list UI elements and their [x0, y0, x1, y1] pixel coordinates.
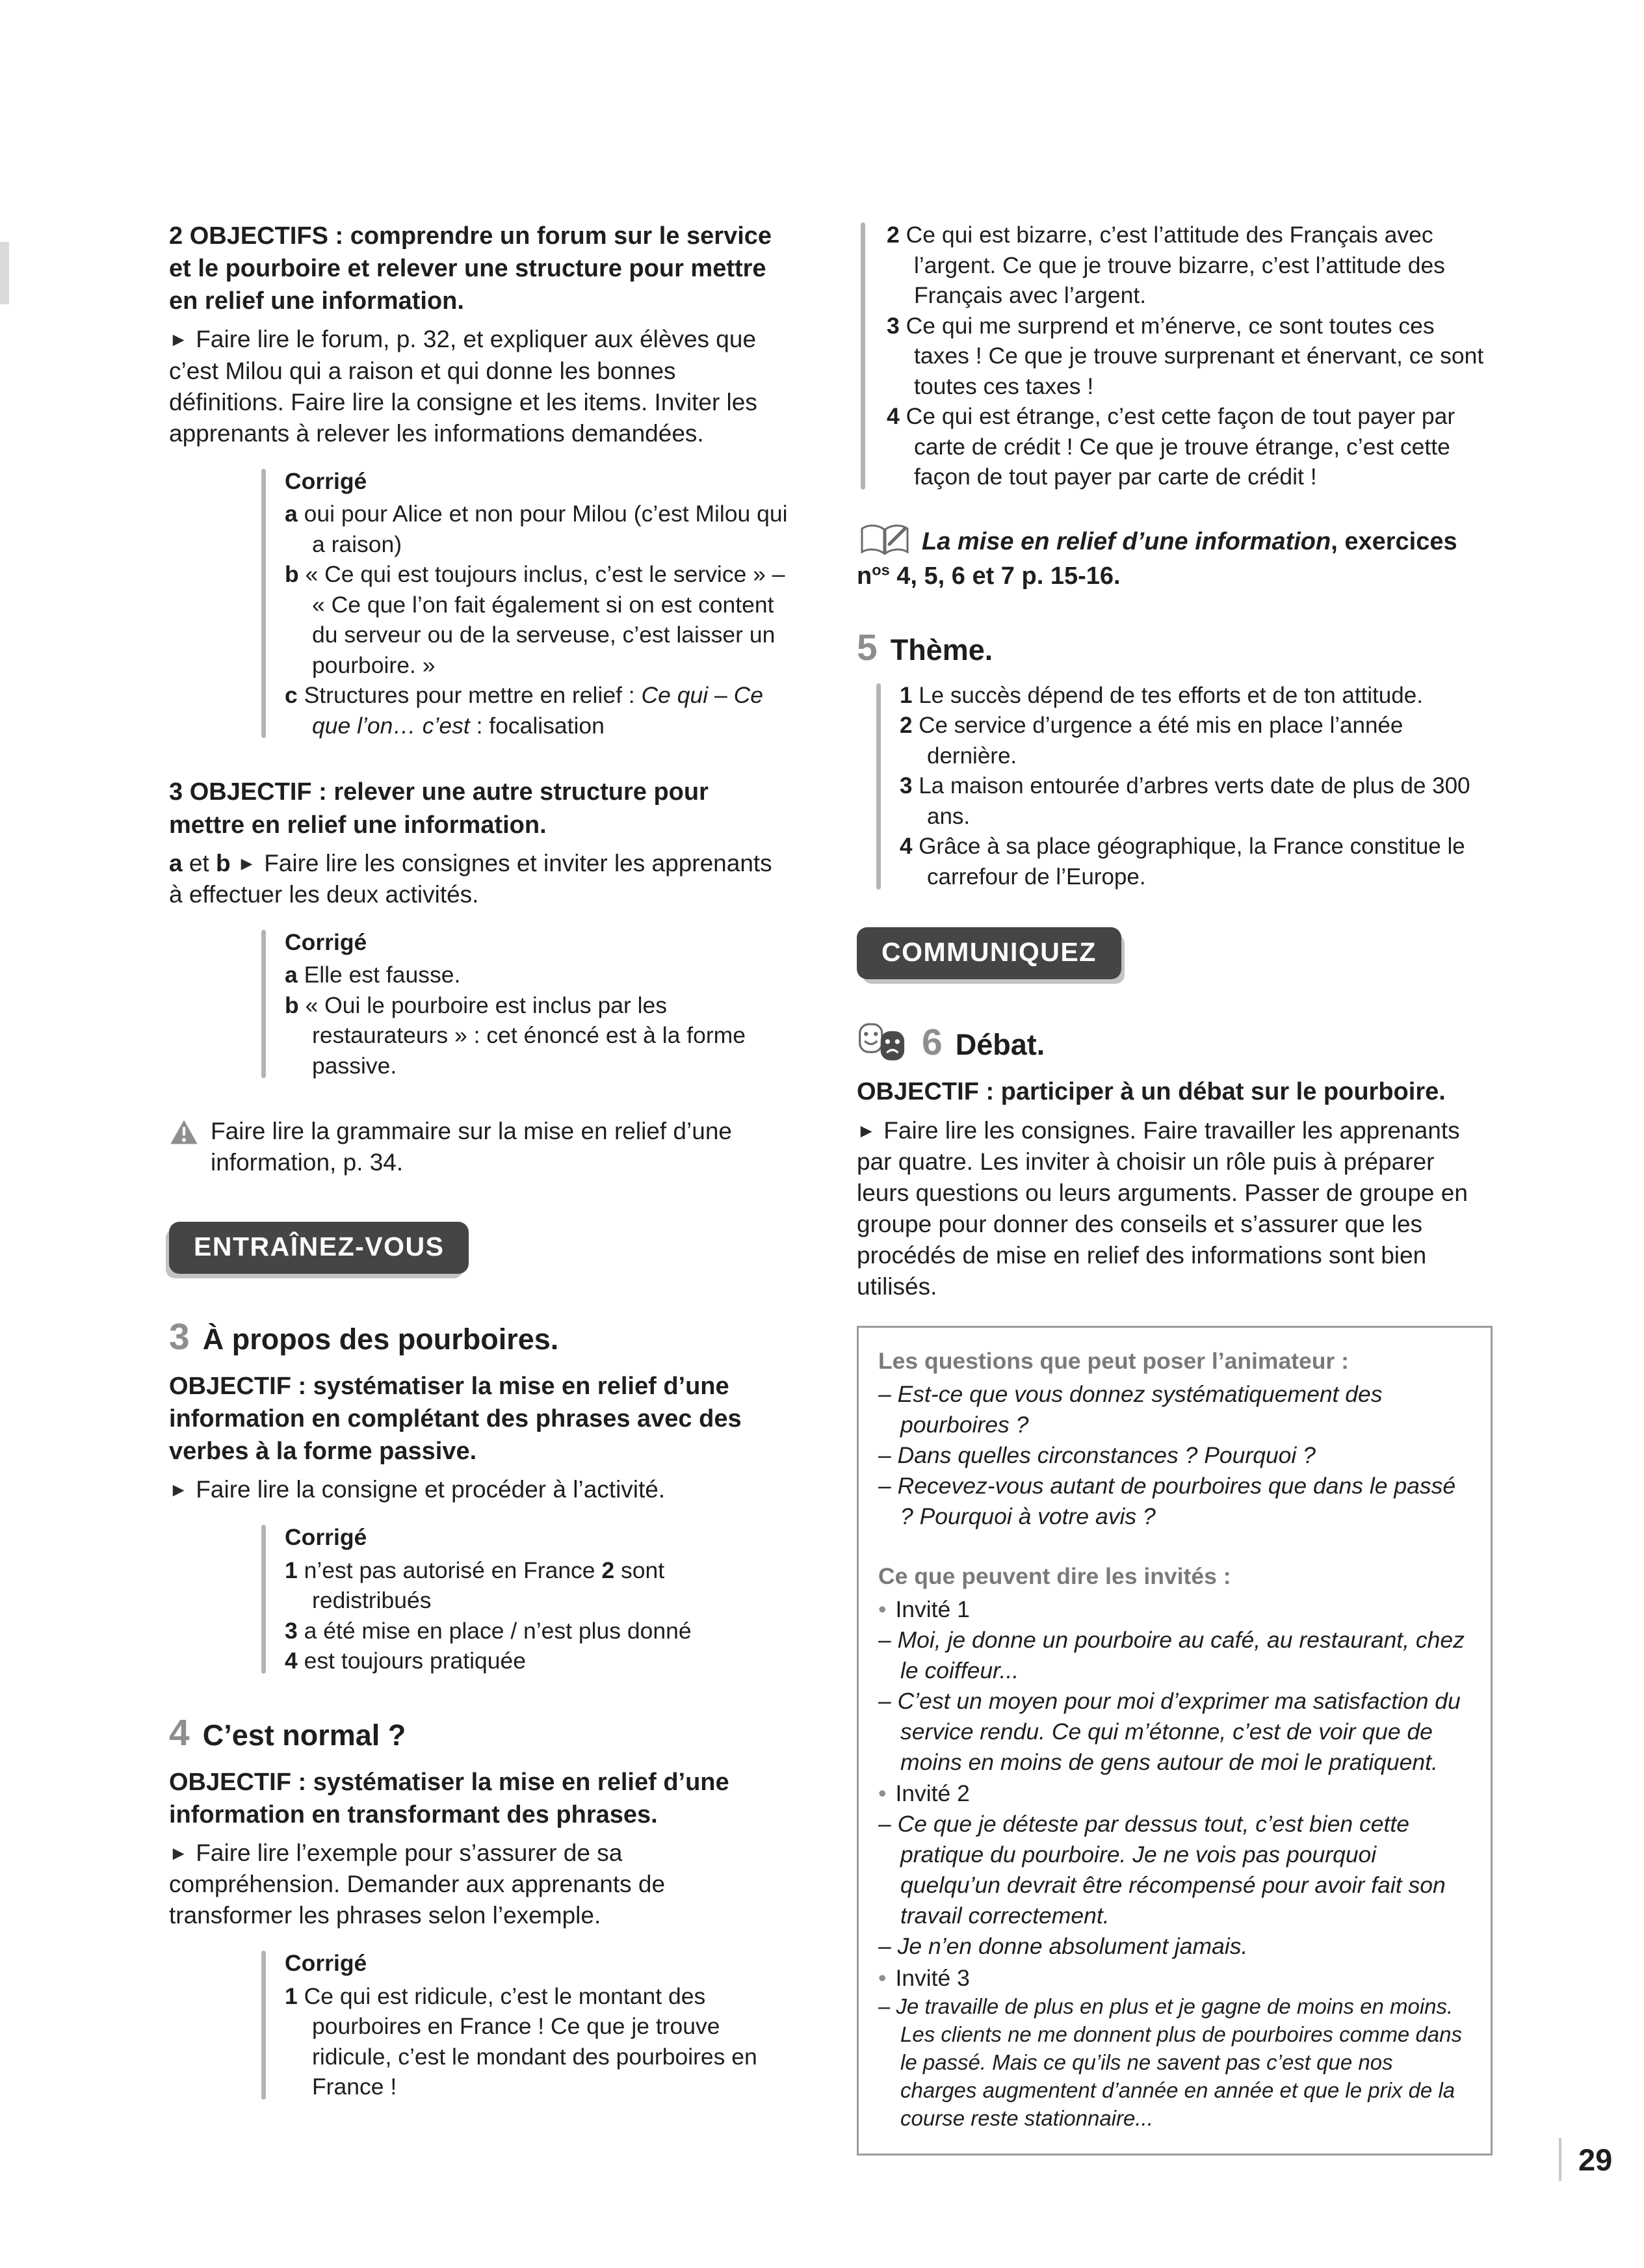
theme-item-1: 1 Le succès dépend de tes efforts et de ton attitude. — [900, 682, 1423, 708]
right-column — [857, 220, 1493, 2156]
corrige-item-b: b « Oui le pourboire est inclus par les restaurateurs » : cet énoncé est à la forme passive. — [285, 992, 746, 1079]
page-number-rule — [1559, 2138, 1561, 2181]
box-heading-animator: Les questions que peut poser l’animateur : — [878, 1348, 1349, 1375]
section2-instructions — [169, 324, 788, 449]
activity3-instructions-text: Faire lire la consigne et procéder à l’activité. — [196, 1476, 666, 1503]
corrige-bar — [261, 1525, 266, 1674]
arrow-icon: ► — [237, 852, 257, 875]
guest-3-label — [878, 1963, 1471, 1994]
activity3-objective: OBJECTIF : systématiser la mise en relief d’une information en complétant des phrases avec des verbes à la forme passive. — [169, 1372, 742, 1465]
section2-heading: 2 OBJECTIFS : comprendre un forum sur le service et le pourboire et relever une structure pour mettre en relief une information. — [169, 222, 772, 315]
corrige-bar — [261, 1951, 266, 2100]
entrainez-vous-badge: ENTRAÎNEZ-VOUS — [169, 1222, 469, 1274]
page-number-block — [1559, 2138, 1612, 2181]
activity3-instructions — [169, 1474, 788, 1505]
activity3-title-text: À propos des pourboires. — [202, 1322, 559, 1356]
theme-sentences — [876, 681, 1493, 893]
guest-2-line-2: – Je n’en donne absolument jamais. — [878, 1932, 1248, 1959]
arrow-icon: ► — [169, 329, 189, 351]
left-column — [169, 220, 788, 2137]
corrige-block-section3 — [261, 927, 788, 1081]
arrow-icon: ► — [857, 1120, 876, 1142]
exercise-book-icon — [857, 522, 913, 560]
activity5-title — [857, 626, 1493, 669]
corrige-bar — [261, 469, 266, 739]
guest-2-label — [878, 1778, 1471, 1809]
guest-1-line-2: – C’est un moyen pour moi d’exprimer ma satisfaction du service rendu. Ce qui m’étonne, c’est de voir que de moins en moins de gens autour de moi le pratiquent. — [878, 1687, 1461, 1775]
activity6-title — [857, 1021, 1493, 1064]
box-heading-guests: Ce que peuvent dire les invités : — [878, 1563, 1231, 1590]
corrige-label: Corrigé — [285, 929, 367, 955]
corrige-block-activity4-continued — [861, 220, 1493, 492]
page-number: 29 — [1578, 2142, 1613, 2177]
guest-1-line-1: – Moi, je donne un pourboire au café, au restaurant, chez le coiffeur... — [878, 1627, 1465, 1683]
activity5-number: 5 — [857, 626, 878, 668]
debate-tips-box — [857, 1326, 1493, 2156]
activity4-title — [169, 1711, 788, 1754]
corrige-item-3: 3 Ce qui me surprend et m’énerve, ce sont toutes ces taxes ! Ce que je trouve surprenant et énervant, ce sont toutes ces taxes ! — [887, 312, 1484, 399]
animator-question-1: – Est-ce que vous donnez systématiquement des pourboires ? — [878, 1381, 1383, 1438]
activity5-title-text: Thème. — [890, 633, 993, 666]
warning-icon — [169, 1118, 199, 1146]
theater-masks-icon — [857, 1022, 910, 1062]
grammar-note — [169, 1116, 788, 1178]
corrige-item-2: 2 Ce qui est bizarre, c’est l’attitude des Français avec l’argent. Ce que je trouve bizarre, c’est l’attitude des Français avec l’argent. — [887, 222, 1445, 308]
corrige-item-4: 4 Ce qui est étrange, c’est cette façon de tout payer par carte de crédit ! Ce que je trouve étrange, c’est cette façon de tout payer par carte de crédit ! — [887, 403, 1455, 490]
activity6-title-text: Débat. — [955, 1028, 1045, 1062]
bullet-icon: • — [878, 1780, 887, 1807]
theme-bar — [876, 683, 881, 890]
animator-question-2: – Dans quelles circonstances ? Pourquoi ? — [878, 1442, 1316, 1468]
activity4-instructions — [169, 1838, 788, 1931]
corrige-block-activity3 — [261, 1522, 788, 1676]
corrige-block-section2 — [261, 466, 788, 741]
activity3-number: 3 — [169, 1315, 190, 1358]
communiquez-section — [857, 927, 1493, 979]
workbook-reference-text: La mise en relief d’une information, exercices $n^{os}$ 4, 5, 6 et 7 p. 15-16. — [857, 527, 1457, 590]
activity4-number: 4 — [169, 1711, 190, 1754]
bullet-icon: • — [878, 1964, 887, 1991]
corrige-block-activity4 — [261, 1948, 788, 2102]
corrige-item-1-2: 1 n’est pas autorisé en France 2 sont redistribués — [285, 1557, 665, 1614]
activity3-title — [169, 1315, 788, 1358]
corrige-label: Corrigé — [285, 468, 367, 494]
corrige-item-a: a oui pour Alice et non pour Milou (c’est Milou qui a raison) — [285, 501, 788, 557]
corrige-bar — [861, 222, 865, 490]
communiquez-badge: COMMUNIQUEZ — [857, 927, 1121, 979]
guest-1-label — [878, 1594, 1471, 1625]
corrige-label: Corrigé — [285, 1950, 367, 1977]
entrainez-vous-section — [169, 1222, 788, 1274]
workbook-reference — [857, 522, 1493, 592]
arrow-icon: ► — [169, 1842, 189, 1864]
arrow-icon: ► — [169, 1479, 189, 1501]
corrige-item-b: b « Ce qui est toujours inclus, c’est le service » – « Ce que l’on fait également si on est content du serveur ou de la serveuse, c’est laisser un pourboire. » — [285, 561, 785, 678]
corrige-item-4: 4 est toujours pratiquée — [285, 1648, 527, 1674]
section3-instructions — [169, 848, 788, 910]
guest-3-label-text: Invité 3 — [895, 1964, 970, 1991]
activity6-objective: OBJECTIF : participer à un débat sur le pourboire. — [857, 1078, 1446, 1106]
section3-ab-prefix: a et b — [169, 849, 231, 877]
guest-2-line-1: – Ce que je déteste par dessus tout, c’est bien cette pratique du pourboire. Je ne vois pas pourquoi quelqu’un devrait être récompensé pour avoir fait son travail correctement. — [878, 1811, 1446, 1929]
corrige-item-a: a Elle est fausse. — [285, 962, 461, 988]
activity4-title-text: C’est normal ? — [202, 1718, 406, 1752]
activity4-objective: OBJECTIF : systématiser la mise en relief d’une information en transformant des phrases. — [169, 1768, 729, 1828]
guest-1-label-text: Invité 1 — [895, 1596, 970, 1623]
section2-instructions-text: Faire lire le forum, p. 32, et expliquer aux élèves que c’est Milou qui a raison et qui donne les bonnes définitions. Faire lire la consigne et les items. Inviter les apprenants à relever les informations demandées. — [169, 326, 757, 447]
theme-item-3: 3 La maison entourée d’arbres verts date de plus de 300 ans. — [900, 773, 1470, 829]
corrige-item-1: 1 Ce qui est ridicule, c’est le montant des pourboires en France ! Ce que je trouve ridicule, c’est le mondant des pourboires en France ! — [285, 1983, 757, 2100]
guest-3-line-1: – Je travaille de plus en plus et je gagne de moins en moins. Les clients ne me donnent plus de pourboires comme dans le passé. Mais ce qu’ils ne savent pas c’est que nos charges augmentent d’année en année et que le prix de la course reste stationnaire... — [878, 1994, 1463, 2130]
activity6-instructions-text: Faire lire les consignes. Faire travailler les apprenants par quatre. Les inviter à choisir un rôle puis à préparer leurs questions ou leurs arguments. Passer de groupe en groupe pour donner des conseils et s’assurer que les procédés de mise en relief des informations sont bien utilisés. — [857, 1116, 1468, 1300]
section3-instructions-text: Faire lire les consignes et inviter les apprenants à effectuer les deux activités. — [169, 849, 772, 908]
page-edge-tab — [0, 242, 9, 304]
section3-heading: 3 OBJECTIF : relever une autre structure pour mettre en relief une information. — [169, 778, 709, 839]
activity6-instructions — [857, 1115, 1493, 1303]
guest-2-label-text: Invité 2 — [895, 1780, 970, 1807]
animator-question-3: – Recevez-vous autant de pourboires que dans le passé ? Pourquoi à votre avis ? — [878, 1472, 1456, 1529]
corrige-label: Corrigé — [285, 1524, 367, 1551]
theme-item-4: 4 Grâce à sa place géographique, la France constitue le carrefour de l’Europe. — [900, 834, 1465, 890]
grammar-note-text: Faire lire la grammaire sur la mise en relief d’une information, p. 34. — [211, 1118, 732, 1176]
activity4-instructions-text: Faire lire l’exemple pour s’assurer de sa compréhension. Demander aux apprenants de transformer les phrases selon l’exemple. — [169, 1839, 666, 1929]
corrige-item-3: 3 a été mise en place / n’est plus donné — [285, 1617, 692, 1644]
activity6-number: 6 — [922, 1022, 943, 1064]
theme-item-2: 2 Ce service d’urgence a été mis en place l’année dernière. — [900, 713, 1403, 769]
bullet-icon: • — [878, 1596, 887, 1623]
corrige-item-c: c Structures pour mettre en relief : Ce qui – Ce que l’on… c’est : focalisation — [285, 682, 764, 739]
corrige-bar — [261, 930, 266, 1079]
